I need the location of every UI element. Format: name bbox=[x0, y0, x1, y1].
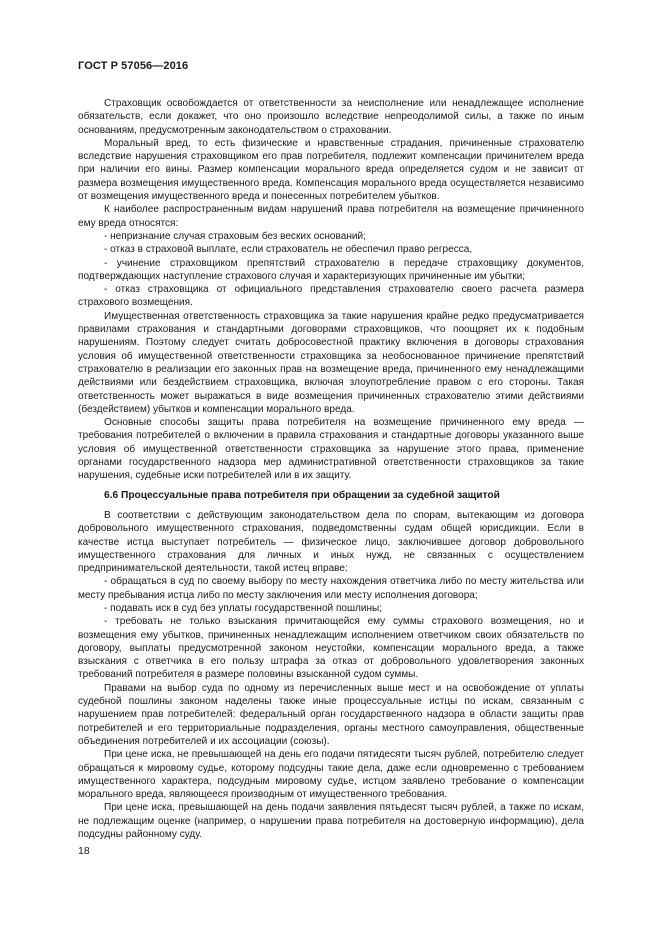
list-item: - отказ в страховой выплате, если страхователь не обеспечил право регресса, bbox=[104, 244, 473, 256]
list-item: - учинение страховщиком препятствий страхователю в передаче страховщику документов, подтверждающих наступление страхового случая и характеризующих причиненные им убытки; bbox=[78, 257, 584, 282]
list-item: - требовать не только взыскания причитающейся ему суммы страхового возмещения, но и возмещения ему убытков, причиненных ненадлежащим исполнением ответчиком своих обязательств по договору, выплаты предусмотренной законом неустойки, компенсации морального вреда, а также взыскания с ответчика в его пользу штрафа за отказ от добровольного удовлетворения законных требований потребителя в размере половины взысканной судом суммы. bbox=[78, 616, 584, 681]
paragraph: Имущественная ответственность страховщика за такие нарушения крайне редко предусматривается правилами страхования и стандартными договорами страховщиков, что поощряет их к подобным нарушениям. Поэтому следует считать добросовестной практику включения в договоры страхования условия об имущественной ответственности страховщика за необоснованное причинение препятствий страхователю в реализации его законных прав на возмещение вреда, причиненного ему ненадлежащими действиями или бездействием страховщика, включая злоупотребление правом с его стороны. Такая ответственность может выражаться в виде возмещения причиненных страхователю этими действиями (бездействием) убытков и компенсации морального вреда. bbox=[78, 310, 584, 415]
paragraph: Страховщик освобождается от ответственности за неисполнение или ненадлежащее исполнение обязательств, если докажет, что оно произошло вследствие непреодолимой силы, а также по иным основаниям, предусмотренным законодательством о страховании. bbox=[78, 98, 584, 136]
paragraph: К наиболее распространенным видам нарушений права потребителя на возмещение причиненного ему вреда относятся: bbox=[78, 204, 584, 229]
list-item: - непризнание случая страховым без веских оснований; bbox=[104, 230, 366, 242]
paragraph: При цене иска, превышающей на день подачи заявления пятьдесят тысяч рублей, а также по искам, не подлежащим оценке (например, о нарушении права потребителя на достоверную информацию), дела подсудны районному суду. bbox=[78, 802, 584, 841]
list-item: - подавать иск в суд без уплаты государственной пошлины; bbox=[104, 602, 383, 614]
paragraph: Правами на выбор суда по одному из перечисленных выше мест и на освобождение от уплаты судебной пошлины законом наделены также иные процессуальные истцы по искам, связанным с нарушением прав потребителей: федеральный орган государственного надзора в области защиты прав потребителей и его территориальные подразделения, органы местного самоуправления, общественные объединения потребителей и их ассоциации (союзы). bbox=[78, 682, 584, 747]
list-item: - отказ страховщика от официального представления страхователю своего расчета размера страхового возмещения. bbox=[78, 284, 584, 309]
paragraph: Основные способы защиты права потребителя на возмещение причиненного ему вреда — требования потребителей о включении в правила страхования и стандартные договоры указанного выше условия об имущественной ответственности страховщика за нарушение этого права, применение органами государственного надзора мер административной ответственности страховщиков за такие нарушения, судебные иски потребителей или в их защиту. bbox=[78, 417, 584, 482]
page-number: 18 bbox=[78, 845, 90, 857]
document-body bbox=[78, 97, 584, 841]
paragraph: При цене иска, не превышающей на день его подачи пятидесяти тысяч рублей, потребителю следует обращаться к мировому судье, которому подсудны такие дела, даже если одновременно с требованием имущественного характера, подсудным мировому судье, истцом заявлено требование о компенсации морального вреда, являющееся производным от имущественного требования. bbox=[78, 749, 584, 801]
paragraph: Моральный вред, то есть физические и нравственные страдания, причиненные страхователю вследствие нарушения страховщиком его прав потребителя, подлежит компенсации причинителем вреда при наличии его вины. Размер компенсации морального вреда определяется судом и не зависит от размера возмещения имущественного вреда. Компенсация морального вреда осуществляется независимо от возмещения имущественного вреда и понесенных потребителем убытков. bbox=[78, 137, 584, 203]
standard-header: ГОСТ Р 57056—2016 bbox=[78, 60, 189, 72]
list-item: - обращаться в суд по своему выбору по месту нахождения ответчика либо по месту жительства или месту пребывания истца либо по месту заключения или месту исполнения договора; bbox=[78, 576, 584, 601]
paragraph: В соответствии с действующим законодательством дела по спорам, вытекающим из договора добровольного имущественного страхования, подведомственны судам общей юрисдикции. Если в качестве истца выступает потребитель — физическое лицо, заключившее договор добровольного имущественного страхования для личных и иных нужд, не связанных с осуществлением предпринимательской деятельности, такой истец вправе: bbox=[78, 509, 584, 575]
section-heading: 6.6 Процессуальные права потребителя при обращении за судебной защитой bbox=[104, 489, 500, 501]
